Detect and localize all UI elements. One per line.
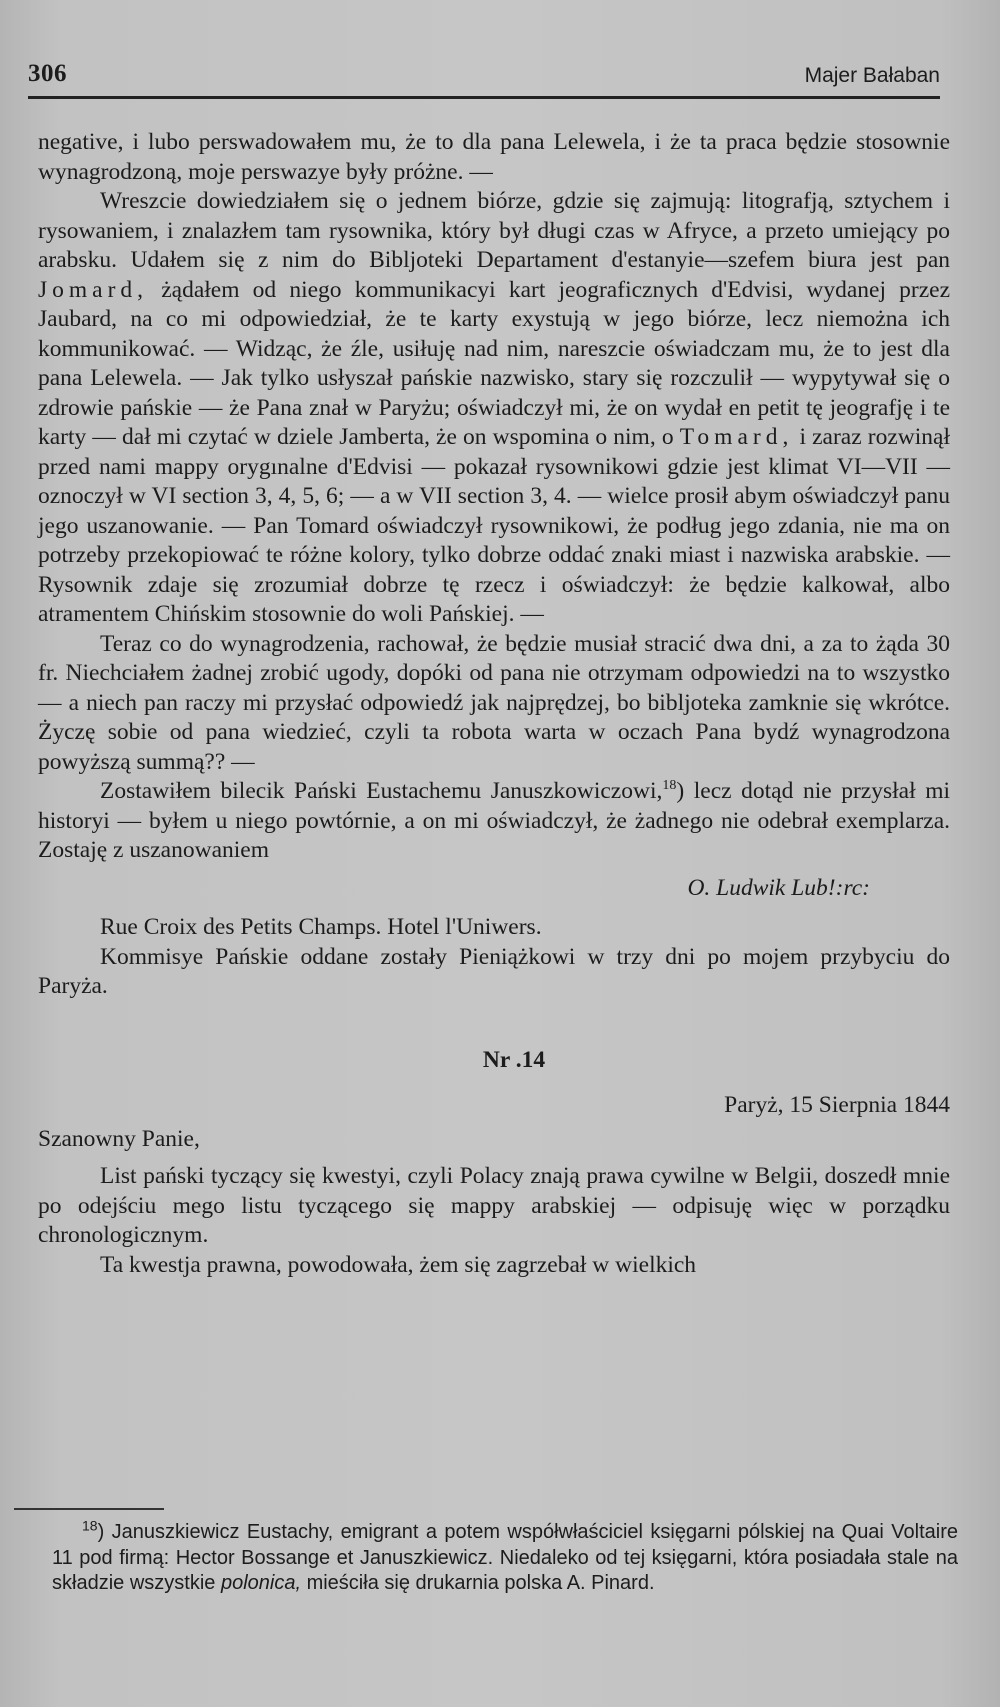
paragraph-4-part-1: Zostawiłem bilecik Pański Eustachemu Januszkowiczowi,: [100, 778, 663, 804]
letter-date: Paryż, 15 Sierpnia 1844: [724, 1092, 950, 1118]
paragraph-2-part-2: żądałem od niego kommunikacyi kart jeograficznych d'Edvisi, wydanej przez Jaubard, na co mi odpowiedział, że te karty exystują w jego biórze, lecz niemożna ich kommunikować. — Widząc, że źle, usiłuję nad nim, nareszcie oświadczam mu, że to jest dla pana Lelewela. — Jak tylko usłyszał pańskie nazwisko, stary się rozczulił — wypytywał się o zdrowie pańskie — że Pana znał w Paryżu; oświadczył mi, że on wydał en petit tę jeografję i te karty — dał mi czytać w dziele Jamberta, że on wspomina o nim, o: [38, 276, 951, 450]
paragraph-1: negative, i lubo perswadowałem mu, że to dla pana Lelewela, i że ta praca będzie stosownie wynagrodzoną, moje perswazye były próżne. —: [38, 129, 950, 185]
name-jomard: Jomard,: [38, 276, 149, 303]
paragraph-2-part-3: i zaraz rozwinął przed nami mappy orygınalne d'Edvisi — pokazał rysownikowi gdzie jest klimat VI—VII — oznoczył w VI section 3, 4, 5, 6; — a w VII section 3, 4. — wielce prosił abym oświadczył panu jego uszanowanie. — Pan Tomard oświadczył rysownikowi, że podług jego zdania, nie ma on potrzeby przekopiować te różne kolory, tylko dobrze oddać znaki miast i nazwiska arabskie. — Rysownik zdaje się zrozumiał dobrze tę rzecz i oświadczył: że będzie kalkował, albo atramentem Chińskim stosownie do woli Pańskiej. —: [38, 424, 951, 627]
header-rule: [28, 96, 940, 99]
address-line: Rue Croix des Petits Champs. Hotel l'Uniwers.: [100, 914, 542, 940]
letter-number: Nr .14: [482, 1046, 546, 1073]
signature: O. Ludwik Lub!:rc:: [687, 874, 870, 901]
footnote: [52, 1517, 958, 1597]
page-number: 306: [28, 60, 67, 87]
running-head: Majer Bałaban: [804, 64, 940, 87]
footnote-text-1: ) Januszkiewicz Eustachy, emigrant a potem współwłaściciel księgarni pólskiej na Quai Voltaire 11 pod firmą: Hector Bossange et Januszkiewicz. Niedaleko od tej księgarni, która posiadała stale na składzie wszystkie: [52, 1521, 958, 1594]
paragraph-2-part-1: Wreszcie dowiedziałem się o jednem biórze, gdzie się zajmują: litografją, sztychem i rysowaniem, i znalazłem tam rysownika, który był długi czas w Afryce, a przeto umiejący po arabsku. Udałem się z nim do Bibljoteki Departament d'estanyie—szefem biura jest pan: [38, 188, 950, 273]
salutation: Szanowny Panie,: [38, 1125, 200, 1152]
paragraph-commissions: Kommisye Pańskie oddane zostały Pieniążkowi w trzy dni po mojem przybyciu do Paryża.: [38, 943, 950, 999]
paragraph-4: [38, 777, 950, 866]
body-text: [38, 128, 950, 1280]
paragraph-8: Ta kwestja prawna, powodowała, żem się zagrzebał w wielkich: [100, 1251, 697, 1278]
footnote-italic: polonica,: [220, 1572, 302, 1594]
footnote-rule: [14, 1508, 164, 1510]
footnote-reference: 18: [662, 778, 677, 794]
paragraph-2: [38, 187, 950, 630]
name-tomard: Tomard,: [679, 424, 794, 450]
paragraph-7: List pański tyczący się kwestyi, czyli Polacy znają prawa cywilne w Belgii, doszedł mnie po odejściu mego listu tyczącego się mappy arabskiej — odpisuję więc w porządku chronologicznym.: [38, 1163, 950, 1248]
page-header: [28, 58, 940, 98]
footnote-mark: 18: [82, 1517, 98, 1534]
footnote-text-2: mieściła się drukarnia polska A. Pinard.: [306, 1572, 655, 1594]
paragraph-3: Teraz co do wynagrodzenia, rachował, że będzie musiał stracić dwa dni, a za to żąda 30 fr. Niechciałem żadnej zrobić ugody, dopóki od pana nie otrzymam odpowiedzi na to wszystko — a niech pan raczy mi przysłać odpowiedź jak najprędzej, bo bibljoteka zamknie się wkrótce. Życzę sobie od pana wiedzieć, czyli ta robota warta w oczach Pana bydź wynagrodzona powyższą summą?? —: [38, 630, 950, 775]
paragraph-4-part-2: ) lecz dotąd nie przysłał mi historyi — byłem u niego powtórnie, a on mi oświadczył, że żadnego nie odebrał exemplarza. Zostaję z uszanowaniem: [38, 778, 950, 863]
